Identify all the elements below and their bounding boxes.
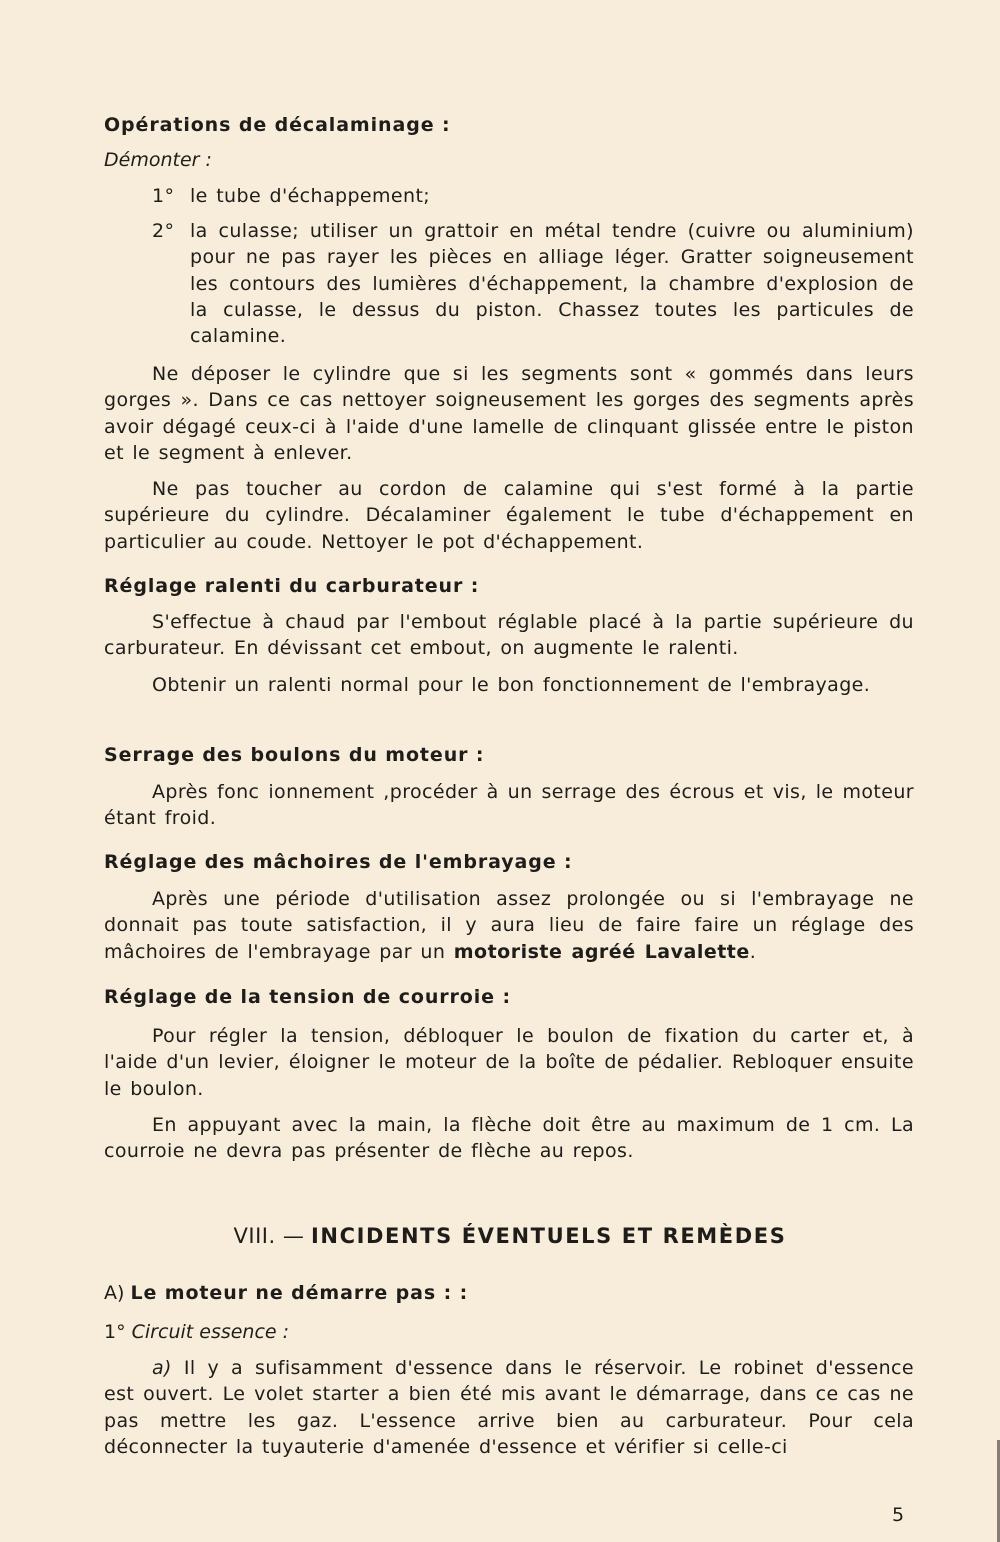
list-item-text: la culasse; utiliser un grattoir en métal tendre (cuivre ou aluminium) pour ne pas rayer les pièces en alliage léger. Gratter soigneusement les contours des lumières d'échappement, la chambre d'explosion de la culasse, le dessus du piston. Chassez toutes les particules de calamine. — [190, 220, 914, 348]
list-item-2 — [152, 218, 914, 349]
subheading-circuit-essence — [104, 1319, 914, 1345]
heading-serrage: Serrage des boulons du moteur : — [104, 744, 485, 766]
paragraph-serrage: Après fonc ionnement ,procéder à un serrage des écrous et vis, le moteur étant froid. — [104, 781, 914, 830]
paragraph-embout: S'effectue à chaud par l'embout réglable placé à la partie supérieure du carburateur. En dévissant cet embout, on augmente le ralenti. — [104, 611, 914, 660]
heading-ralenti: Réglage ralenti du carburateur : — [104, 575, 480, 597]
motoriste-emphasis: motoriste agréé Lavalette — [453, 940, 750, 963]
paragraph-fleche: En appuyant avec la main, la flèche doit être au maximum de 1 cm. La courroie ne devra pas présenter de flèche au repos. — [104, 1114, 914, 1163]
chapter-title — [0, 1222, 1000, 1250]
heading-decalaminage: Opérations de décalaminage : — [104, 114, 451, 136]
list-item-1 — [152, 183, 914, 209]
heading-moteur-demarre — [104, 1280, 914, 1306]
list-item-text: le tube d'échappement; — [190, 185, 431, 207]
paragraph-cylindre: Ne déposer le cylindre que si les segments sont « gommés dans leurs gorges ». Dans ce cas nettoyer soigneusement les gorges des segments après avoir dégagé ceux-ci à l'aide d'une lamelle de clinquant glissée entre le piston et le segment à enlever. — [104, 363, 914, 464]
paragraph-machoires — [104, 886, 914, 965]
paragraph-text: Après une période d'utilisation assez prolongée ou si l'embrayage ne donnait pas toute satisfaction, il y aura lieu de faire faire un réglage des mâchoires de l'embrayage par un — [104, 888, 914, 963]
section-prefix: A) — [104, 1282, 125, 1304]
item-letter: a) — [152, 1357, 172, 1379]
section-heading: Le moteur ne démarre pas : : — [130, 1282, 469, 1304]
paragraph-text: Il y a sufisamment d'essence dans le réservoir. Le robinet d'essence est ouvert. Le volet starter a bien été mis avant le démarrage, dans ce cas ne pas mettre les gaz. L'essence arrive bien au carburateur. Pour cela déconnecter la tuyauterie d'amenée d'essence et vérifier si celle-ci — [104, 1357, 914, 1458]
heading-machoires: Réglage des mâchoires de l'embrayage : — [104, 851, 573, 873]
subheading-demonter: Démonter : — [104, 149, 212, 171]
page-number: 5 — [892, 1504, 905, 1526]
sub-label: Circuit essence : — [131, 1321, 290, 1343]
paragraph-end: . — [749, 940, 757, 963]
list-item-number: 1° — [152, 185, 175, 207]
paragraph-essence-reservoir — [104, 1355, 914, 1460]
chapter-number: VIII. — — [233, 1224, 305, 1248]
paragraph-cordon-calamine: Ne pas toucher au cordon de calamine qui s'est formé à la partie supérieure du cylindre. Décalaminer également le tube d'échappement en particulier au coude. Nettoyer le pot d'échappement. — [104, 478, 914, 553]
chapter-heading: INCIDENTS ÉVENTUELS ET REMÈDES — [311, 1224, 787, 1248]
sub-number: 1° — [104, 1321, 126, 1343]
paragraph-ralenti-normal: Obtenir un ralenti normal pour le bon fonctionnement de l'embrayage. — [152, 674, 871, 696]
heading-courroie: Réglage de la tension de courroie : — [104, 986, 511, 1008]
paragraph-tension: Pour régler la tension, débloquer le boulon de fixation du carter et, à l'aide d'un levier, éloigner le moteur de la boîte de pédalier. Rebloquer ensuite le boulon. — [104, 1025, 914, 1100]
list-item-number: 2° — [152, 220, 175, 242]
